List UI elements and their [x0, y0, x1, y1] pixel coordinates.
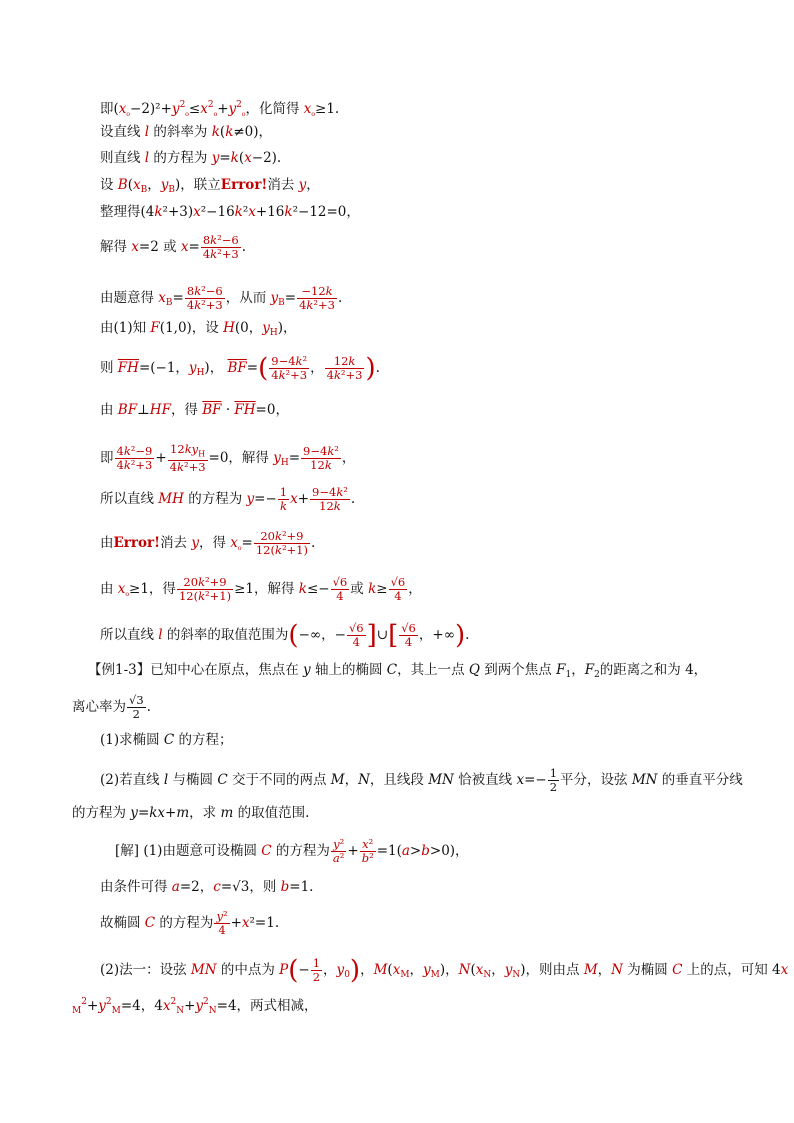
question-2: (2)若直线 l 与椭圆 C 交于不同的两点 M，N，且线段 MN 恰被直线 x=− $\frac{1}{2}$ 平分，设弦 MN 的垂直平分线	[100, 766, 743, 794]
question-2-cont: 的方程为 y=kx+m，求 m 的取值范围.	[72, 805, 310, 821]
question-1: (1)求椭圆 C 的方程；	[100, 732, 233, 748]
solution-line-10: 由 BF⊥HF，得 $\overline{BF} \cdot \overline{FH}=0$，	[100, 402, 289, 418]
solution-line-2: 设直线 l 的斜率为 k(k≠0)，	[100, 124, 273, 140]
line-text: 即$(x_{_0}-2)^2+y^2_{_0}\le x^2_{_0}+y^2_{_0}$，化简得 $x_{_0}\ge 1$.	[100, 100, 340, 119]
solution-line-b: 故椭圆 C 的方程为 $\frac{\text{y²}}{4}$ +x²=1.	[100, 909, 280, 937]
solution-line-7: 由题意得 $x_B=$ $\frac{\text{8k²−6}}{\text{4k²+3}}$ ，从而 $y_B=$ $\frac{-12k}{\text{4k²+3}}$ .	[100, 284, 343, 312]
solution-line-12: 所以直线 MH 的方程为 y=− $\frac{1}{k}$ x+ $\frac{\text{9−4k²}}{12k}$ .	[100, 485, 356, 513]
fraction: $\frac{\text{8k²−6}}{\text{4k²+3}}$	[202, 233, 239, 261]
error-marker: Error!	[220, 177, 268, 193]
solution-line-8: 由(1)知 F(1,0)，设 H(0，$y_H$)，	[100, 320, 297, 338]
solution-line-6: 解得 x=2 或 x= $\frac{\text{8k²−6}}{\text{4k²+3}}$ .	[100, 233, 246, 261]
solution-line-11: 即 $\frac{\text{4k²−9}}{\text{4k²+3}}$ + $\frac{12ky_H}{\text{4k²+3}}$ =0，解得 $y_H=$ $\frac{\text{9−4k²}}{12k}$ ，	[100, 442, 356, 475]
solution-line-1	[100, 95, 339, 124]
solution-line-c: (2)法一：设弦 MN 的中点为 P(− $\frac{1}{2}$ ，$y_0$)，$M(x_M$，$y_M$)，$N(x_N$，$y_N$)，则由点 M，N 为椭圆 C 上的点，可知 4x	[100, 955, 789, 986]
solution-start: [解] (1)由题意可设椭圆 C 的方程为 $\frac{\text{y²}}{\text{a²}}$ + $\frac{\text{x²}}{\text{b²}}$ =1(a>b>0)，	[115, 837, 469, 865]
solution-line-9: 则 $\overline{FH}=(-1$，$y_H$)， $\overline{BF}=$( $\frac{\text{9−4k²}}{\text{4k²+3}}$ ， $\frac{12k}{\text{4k²+3}}$ ).	[100, 353, 380, 384]
solution-line-a: 由条件可得 a=2，c=√3，则 b=1.	[100, 879, 314, 895]
solution-line-15: 所以直线 l 的斜率的取值范围为(−∞，− $\frac{√6}{4}$ ]∪[ $\frac{√6}{4}$ ，+∞).	[100, 620, 470, 651]
solution-line-13: 由Error!消去 y，得 $x_{_0}=$ $\frac{\text{20k²+9}}{\text{12(k²+1)}}$ .	[100, 529, 316, 557]
example-heading: 【例1-3】已知中心在原点，焦点在 y 轴上的椭圆 C，其上一点 Q 到两个焦点 $F_1$，$F_2$的距离之和为 4，	[88, 662, 708, 680]
solution-line-5: 整理得(4k²+3)x²−16k²x+16k²−12=0，	[100, 204, 360, 220]
solution-line-d: $_M^2+y^2_M=4$，$4x^2_N+y^2_N=4$，两式相减，	[72, 997, 318, 1016]
solution-line-3: 则直线 l 的方程为 y=k(x−2).	[100, 150, 282, 166]
solution-line-4: 设 $B(x_B$，$y_B$)，联立Error!消去 y，	[100, 177, 320, 195]
solution-line-14: 由 $x_{_0}\ge 1$，得 $\frac{\text{20k²+9}}{\text{12(k²+1)}}$ ≥1，解得 k≤− $\frac{√6}{4}$ 或 k≥ $\frac{√6}{4}$ ，	[100, 575, 422, 603]
example-line-2: 离心率为 $\frac{√3}{2}$ .	[72, 693, 151, 721]
